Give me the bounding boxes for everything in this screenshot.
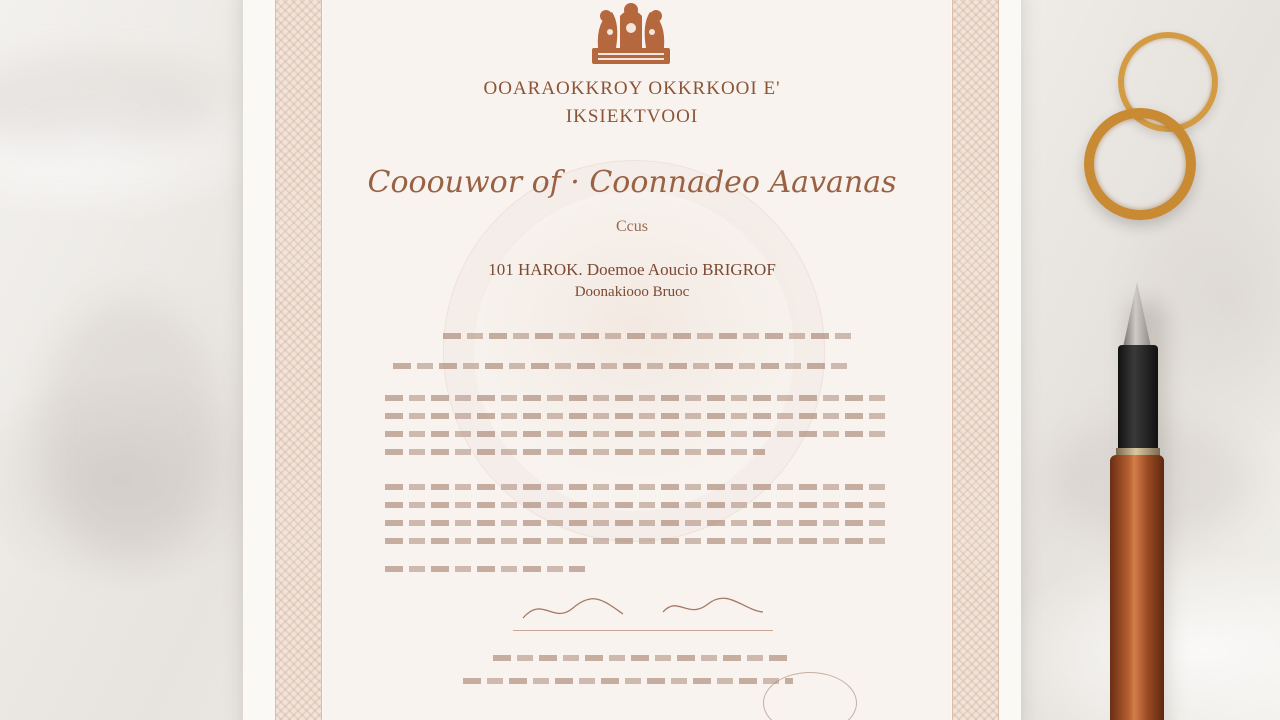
fine-print-line bbox=[385, 449, 765, 455]
fine-print-line bbox=[393, 363, 853, 369]
certificate-title-script: Cooouwor of · Coonnadeo Aavanas bbox=[367, 165, 897, 200]
signature-1 bbox=[513, 590, 773, 630]
fine-print-line bbox=[385, 566, 585, 572]
fabric-fold bbox=[40, 300, 220, 560]
fine-print-line bbox=[385, 520, 885, 526]
fine-print-line bbox=[385, 484, 885, 490]
certificate-subnames: Doonakiooo Bruoc bbox=[574, 284, 690, 300]
gold-ring-icon bbox=[1084, 108, 1196, 220]
signature-line bbox=[513, 630, 773, 631]
pen-grip bbox=[1118, 345, 1158, 450]
fine-print-line bbox=[385, 538, 885, 544]
fine-print-line bbox=[443, 333, 853, 339]
certificate-heading: OOARAOKKROY OKKRKOOI E' bbox=[483, 78, 781, 99]
certificate-conjunction: Ccus bbox=[616, 218, 648, 235]
fine-print-line bbox=[385, 413, 885, 419]
certificate-names: 101 HAROK. Doemoe Aoucio BRIGROF bbox=[488, 260, 776, 279]
fine-print-line bbox=[463, 678, 793, 684]
fine-print-line bbox=[385, 395, 885, 401]
fountain-pen-icon bbox=[1110, 455, 1164, 720]
fine-print-line bbox=[385, 431, 885, 437]
certificate-heading-line2: IKSIEKTVOOI bbox=[565, 106, 699, 127]
royal-crest-icon bbox=[576, 0, 686, 72]
fine-print-line bbox=[385, 502, 885, 508]
marriage-certificate bbox=[243, 0, 1021, 720]
fine-print-line bbox=[493, 655, 793, 661]
fabric-fold bbox=[0, 60, 220, 150]
